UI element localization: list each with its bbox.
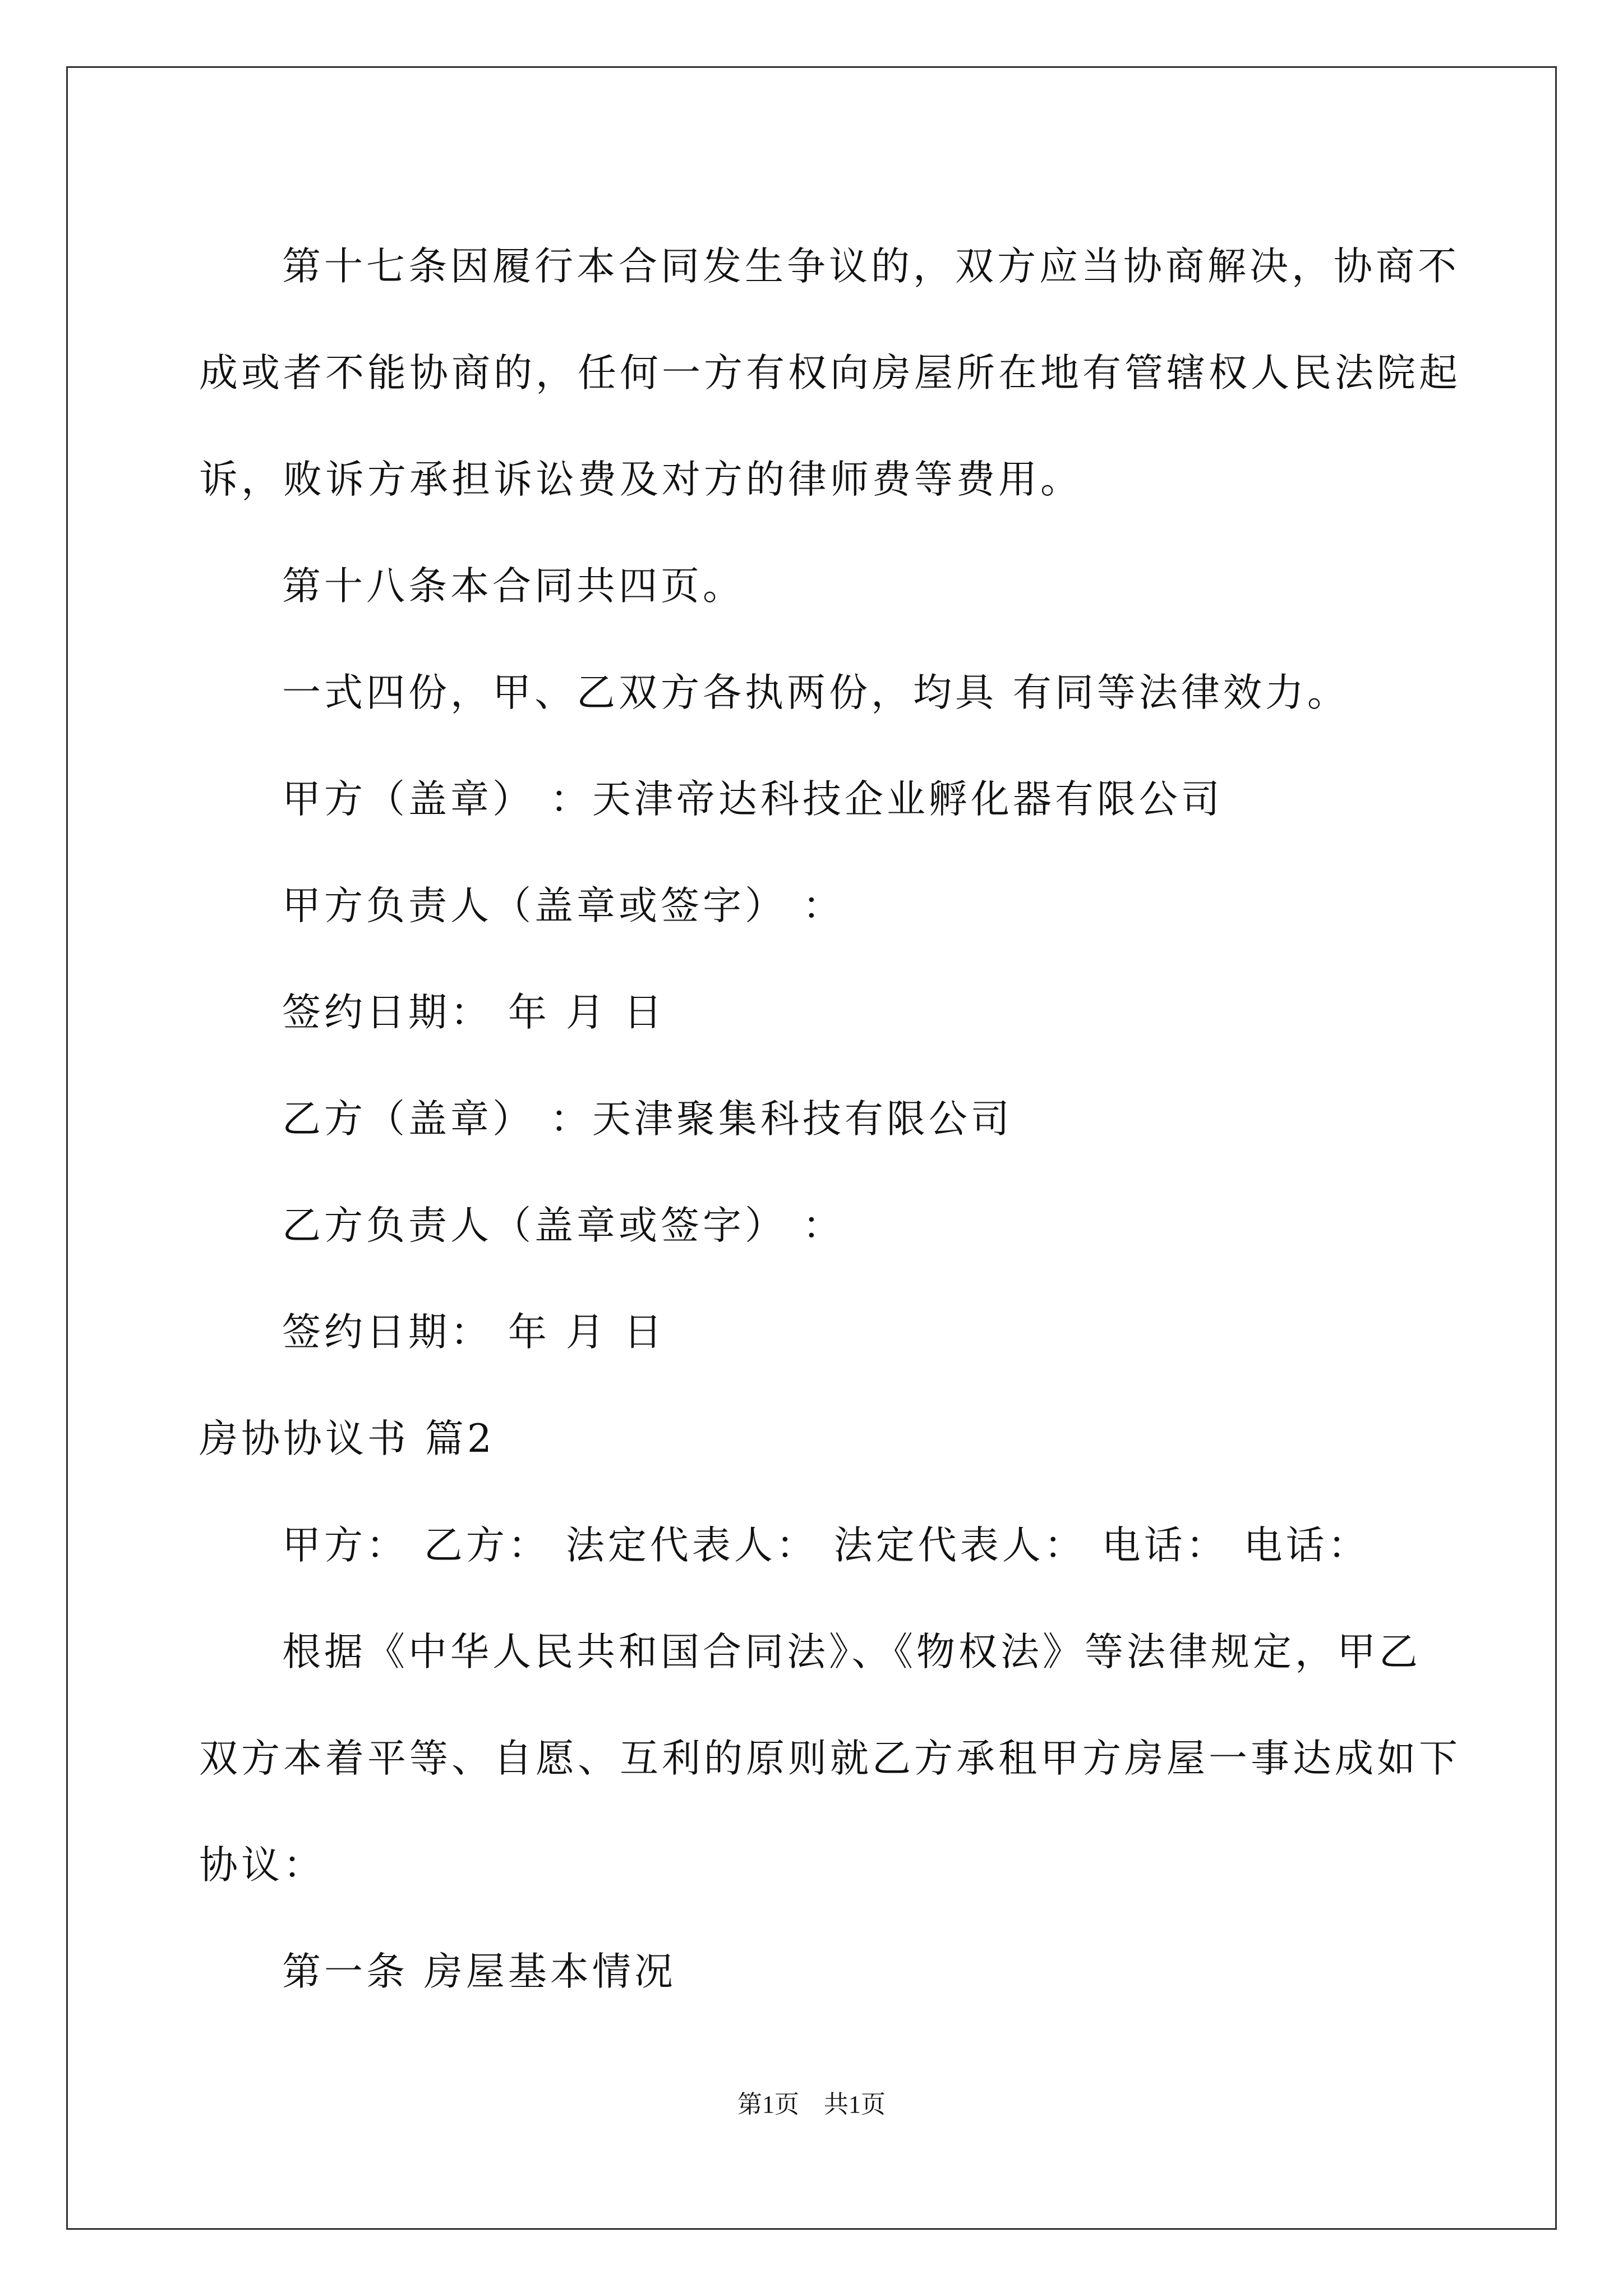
- section-heading: 房协协议书 篇2: [199, 1416, 495, 1461]
- article-1-heading: 第一条 房屋基本情况: [282, 1949, 676, 1994]
- paragraph-article-18: 第十八条本合同共四页。: [282, 564, 745, 609]
- paragraph-copies: 一式四份，甲、乙双方各执两份，均具 有同等法律效力。: [282, 670, 1349, 715]
- document-body: [199, 213, 1461, 2025]
- party-a-seal: 甲方（盖章） ：天津帝达科技企业孵化器有限公司: [282, 777, 1223, 822]
- party-b-seal: 乙方（盖章） ：天津聚集科技有限公司: [282, 1097, 1013, 1142]
- page-footer: 第1页 共1页: [737, 2091, 886, 2118]
- paragraph-article-17: 第十七条因履行本合同发生争议的，双方应当协商解决，协商不成或者不能协商的，任何一方有权向房屋所在地有管辖权人民法院起诉，败诉方承担诉讼费及对方的律师费等费用。: [199, 244, 1461, 502]
- party-b-sign-date: 签约日期： 年 月 日: [282, 1310, 666, 1355]
- paragraph-preamble: 根据《中华人民共和国合同法》、《物权法》等法律规定，甲乙双方本着平等、自愿、互利的原则就乙方承租甲方房屋一事达成如下协议：: [199, 1630, 1461, 1888]
- parties-fields: 甲方： 乙方： 法定代表人： 法定代表人： 电话： 电话：: [282, 1523, 1370, 1568]
- party-a-representative: 甲方负责人（盖章或签字） ：: [282, 884, 845, 928]
- party-a-sign-date: 签约日期： 年 月 日: [282, 990, 666, 1035]
- party-b-representative: 乙方负责人（盖章或签字） ：: [282, 1203, 845, 1248]
